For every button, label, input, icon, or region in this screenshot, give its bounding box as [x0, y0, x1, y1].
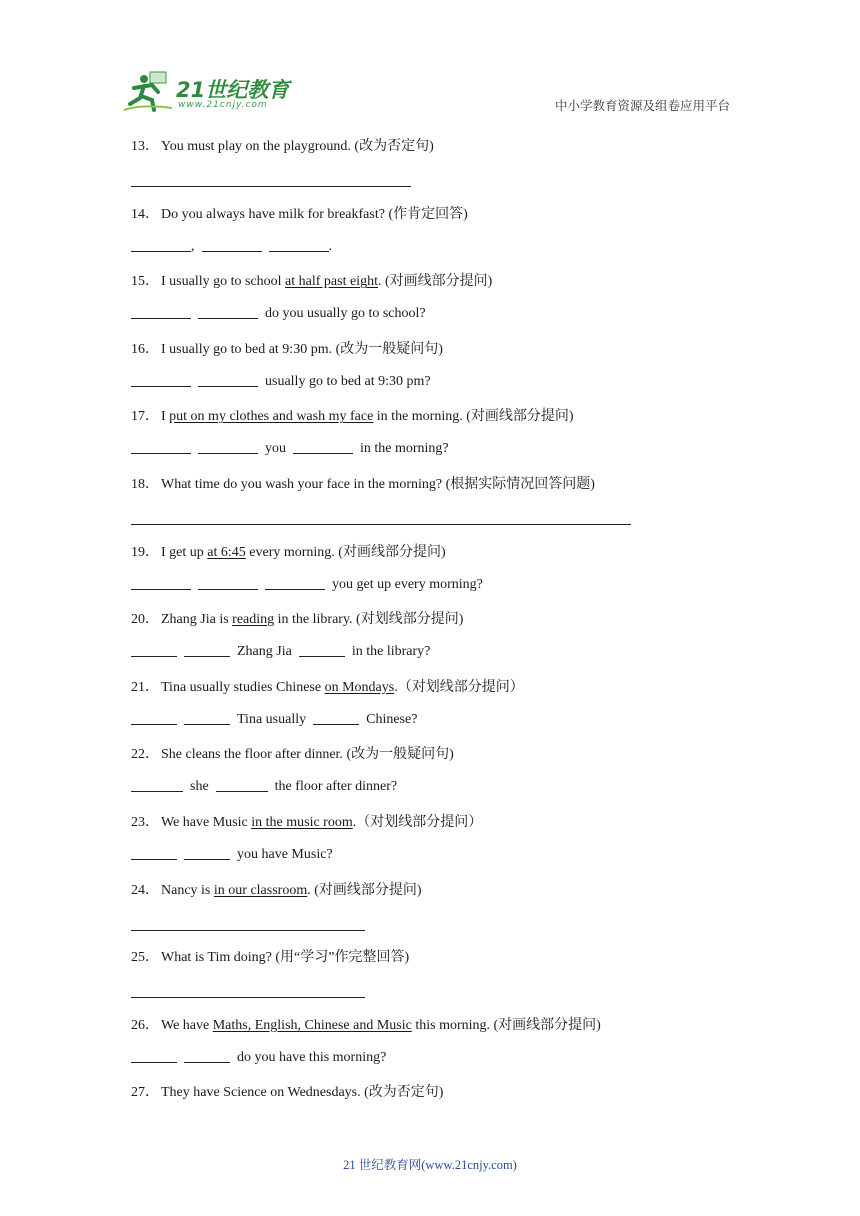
answer-blank[interactable] — [131, 575, 191, 590]
question-13: 13． You must play on the playground. (改为否定句) — [131, 135, 731, 203]
answer-blank[interactable] — [198, 304, 258, 319]
answer-23[interactable]: you have Music? — [131, 845, 731, 879]
question-18: 18． What time do you wash your face in the morning? (根据实际情况回答问题) — [131, 473, 731, 541]
question-26: 26． We have Maths, English, Chinese and Music this morning. (对画线部分提问) do you have this morning? — [131, 1014, 731, 1082]
answer-blank[interactable] — [131, 845, 177, 860]
answer-blank[interactable] — [184, 710, 230, 725]
question-15: 15． I usually go to school at half past eight. (对画线部分提问) do you usually go to school? — [131, 270, 731, 338]
answer-line[interactable] — [131, 930, 365, 931]
answer-blank[interactable] — [131, 1048, 177, 1063]
answer-blank[interactable] — [313, 710, 359, 725]
question-16: 16． I usually go to bed at 9:30 pm. (改为一般疑问句) usually go to bed at 9:30 pm? — [131, 338, 731, 406]
page-footer: 21 世纪教育网(www.21cnjy.com) — [343, 1158, 517, 1172]
answer-14[interactable]: , . — [131, 237, 731, 271]
answer-blank[interactable] — [293, 439, 353, 454]
page-header — [0, 0, 860, 120]
question-19: 19． I get up at 6:45 every morning. (对画线部分提问) you get up every morning? — [131, 541, 731, 609]
answer-blank[interactable] — [184, 642, 230, 657]
answer-22[interactable]: she the floor after dinner? — [131, 777, 731, 811]
answer-20[interactable]: Zhang Jia in the library? — [131, 642, 731, 676]
answer-line[interactable] — [131, 186, 411, 187]
answer-blank[interactable] — [131, 439, 191, 454]
answer-blank[interactable] — [131, 710, 177, 725]
answer-blank[interactable] — [265, 575, 325, 590]
question-24: 24． Nancy is in our classroom. (对画线部分提问) — [131, 879, 731, 947]
question-14: 14． Do you always have milk for breakfast? (作肯定回答) , . — [131, 203, 731, 271]
answer-26[interactable]: do you have this morning? — [131, 1048, 731, 1082]
answer-18[interactable] — [131, 507, 731, 541]
answer-blank[interactable] — [198, 439, 258, 454]
platform-title: 中小学教育资源及组卷应用平台 — [554, 98, 730, 113]
answer-line[interactable] — [131, 524, 631, 525]
question-21: 21． Tina usually studies Chinese on Mondays.（对划线部分提问） Tina usually Chinese? — [131, 676, 731, 744]
answer-17[interactable]: you in the morning? — [131, 439, 731, 473]
answer-blank[interactable] — [131, 372, 191, 387]
answer-16[interactable]: usually go to bed at 9:30 pm? — [131, 372, 731, 406]
answer-25[interactable] — [131, 980, 731, 1014]
answer-blank[interactable] — [216, 777, 268, 792]
answer-blank[interactable] — [184, 1048, 230, 1063]
question-23: 23． We have Music in the music room.（对划线部分提问） you have Music? — [131, 811, 731, 879]
answer-21[interactable]: Tina usually Chinese? — [131, 710, 731, 744]
answer-blank[interactable] — [184, 845, 230, 860]
answer-blank[interactable] — [299, 642, 345, 657]
question-20: 20． Zhang Jia is reading in the library. (对划线部分提问) Zhang Jia in the library? — [131, 608, 731, 676]
logo-url: www.21cnjy.com — [178, 100, 268, 110]
logo — [122, 70, 292, 114]
question-22: 22． She cleans the floor after dinner. (改为一般疑问句) she the floor after dinner? — [131, 743, 731, 811]
answer-15[interactable]: do you usually go to school? — [131, 304, 731, 338]
question-17: 17． I put on my clothes and wash my face in the morning. (对画线部分提问) you in the morning? — [131, 405, 731, 473]
question-27: 27． They have Science on Wednesdays. (改为否定句) — [131, 1085, 444, 1101]
answer-line[interactable] — [131, 997, 365, 998]
question-25: 25． What is Tim doing? (用“学习”作完整回答) — [131, 946, 731, 1014]
answer-blank[interactable] — [131, 642, 177, 657]
answer-blank[interactable] — [202, 237, 262, 252]
answer-blank[interactable] — [131, 777, 183, 792]
answer-blank[interactable] — [131, 237, 191, 252]
answer-blank[interactable] — [198, 575, 258, 590]
logo-text: 21世纪教育 — [176, 78, 290, 102]
runner-icon — [122, 70, 176, 114]
answer-blank[interactable] — [269, 237, 329, 252]
answer-19[interactable]: you get up every morning? — [131, 575, 731, 609]
answer-blank[interactable] — [131, 304, 191, 319]
answer-24[interactable] — [131, 913, 731, 947]
exercise-list — [131, 135, 731, 1149]
answer-13[interactable] — [131, 169, 731, 203]
answer-blank[interactable] — [198, 372, 258, 387]
